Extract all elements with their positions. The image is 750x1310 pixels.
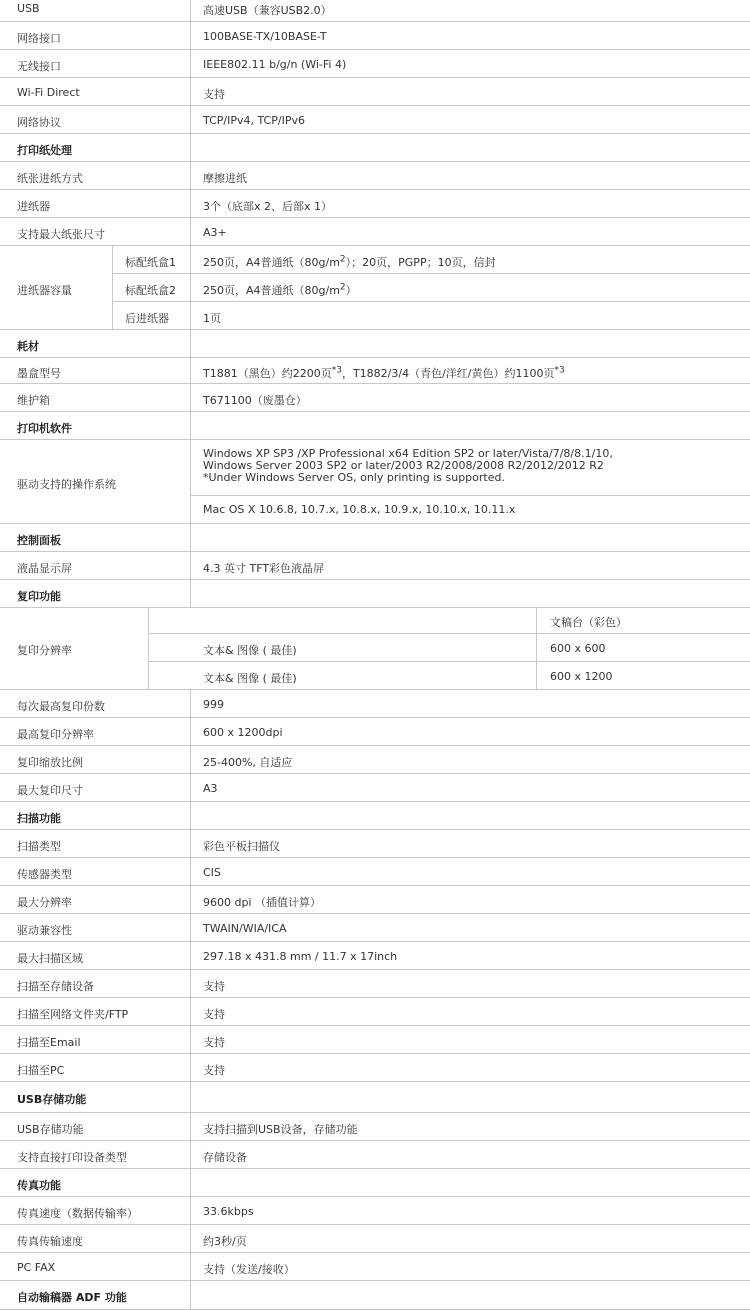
value-usb: 高速USB（兼容USB2.0） <box>203 4 332 17</box>
value-driver-compat: TWAIN/WIA/ICA <box>203 922 287 935</box>
value-wifi-direct: 支持 <box>203 88 225 101</box>
value-wireless-interface: IEEE802.11 b/g/n (Wi-Fi 4) <box>203 58 347 71</box>
label-paper-feed-method: 纸张进纸方式 <box>17 172 83 185</box>
section-control-panel <box>0 524 750 552</box>
row-wifi-direct <box>0 78 750 106</box>
copy-res-value-2: 600 x 1200 <box>550 670 613 683</box>
row-usb <box>0 0 750 22</box>
value-usb-storage: 支持扫描到USB设备，存储功能 <box>203 1123 358 1136</box>
label-rear-feeder: 后进纸器 <box>125 312 169 325</box>
label-maintenance-box: 维护箱 <box>17 394 50 407</box>
label-tray2: 标配纸盒2 <box>125 284 176 297</box>
value-ink-model: T1881（黑色）约2200页$^{*3}$，T1882/3/4（青色/洋红/黄色）约1100页$^{*3}$ <box>203 365 565 380</box>
row-wireless-interface <box>0 50 750 78</box>
label-driver-os: 驱动支持的操作系统 <box>17 478 116 491</box>
label-usb-storage: USB存储功能 <box>17 1123 84 1136</box>
value-scan-to-storage: 支持 <box>203 980 225 993</box>
row-pc-fax <box>0 1253 750 1281</box>
value-max-copy-res: 600 x 1200dpi <box>203 726 283 739</box>
row-network-protocol <box>0 106 750 134</box>
row-network-interface <box>0 22 750 50</box>
col-divider <box>190 690 191 802</box>
label-sensor-type: 传感器类型 <box>17 868 72 881</box>
row-maintenance-box <box>0 384 750 412</box>
row-scan-to-ftp <box>0 998 750 1026</box>
row-max-copies <box>0 690 750 718</box>
label-copy-resolution: 复印分辨率 <box>17 644 72 657</box>
section-title-software: 打印机软件 <box>17 422 72 435</box>
col-divider <box>190 552 191 580</box>
label-network-interface: 网络接口 <box>17 32 61 45</box>
label-fax-transfer: 传真传输速度 <box>17 1235 83 1248</box>
label-wireless-interface: 无线接口 <box>17 60 61 73</box>
value-lcd: 4.3 英寸 TFT彩色液晶屏 <box>203 562 325 575</box>
label-network-protocol: 网络协议 <box>17 116 61 129</box>
value-driver-os-windows <box>203 448 613 484</box>
section-title-consumables: 耗材 <box>17 340 39 353</box>
value-network-protocol: TCP/IPv4, TCP/IPv6 <box>203 114 305 127</box>
section-divider <box>190 412 191 439</box>
value-pc-fax: 支持（发送/接收） <box>203 1263 295 1276</box>
col-divider <box>148 608 149 690</box>
label-tray1: 标配纸盒1 <box>125 256 176 269</box>
sub-divider <box>148 661 750 662</box>
value-rear-feeder: 1页 <box>203 312 221 325</box>
row-max-copy-size <box>0 774 750 802</box>
value-max-copy-size: A3 <box>203 782 218 795</box>
section-divider <box>190 1082 191 1112</box>
section-divider <box>190 802 191 829</box>
label-feeders: 进纸器 <box>17 200 50 213</box>
section-title-copy: 复印功能 <box>17 590 61 603</box>
label-scan-to-email: 扫描至Email <box>17 1036 81 1049</box>
section-title-scan: 扫描功能 <box>17 812 61 825</box>
section-divider <box>190 524 191 551</box>
label-scan-to-ftp: 扫描至网络文件夹/FTP <box>17 1008 129 1021</box>
sub-divider <box>190 495 750 496</box>
section-software <box>0 412 750 440</box>
label-scan-to-pc: 扫描至PC <box>17 1064 65 1077</box>
label-driver-compat: 驱动兼容性 <box>17 924 72 937</box>
value-scan-type: 彩色平板扫描仪 <box>203 840 280 853</box>
col-divider <box>190 1197 191 1281</box>
section-usb-storage <box>0 1082 750 1113</box>
value-max-resolution: 9600 dpi （插值计算） <box>203 896 322 909</box>
section-paper-handling <box>0 134 750 162</box>
row-driver-os <box>0 440 750 524</box>
row-ink-model <box>0 358 750 384</box>
value-fax-speed: 33.6kbps <box>203 1205 254 1218</box>
section-title-control-panel: 控制面板 <box>17 534 61 547</box>
value-fax-transfer: 约3秒/页 <box>203 1235 247 1248</box>
label-scan-to-storage: 扫描至存储设备 <box>17 980 94 993</box>
row-direct-print <box>0 1141 750 1169</box>
col-divider <box>536 608 537 690</box>
section-divider <box>190 134 191 161</box>
value-scan-to-pc: 支持 <box>203 1064 225 1077</box>
label-direct-print: 支持直接打印设备类型 <box>17 1151 127 1164</box>
section-consumables <box>0 330 750 358</box>
row-max-copy-res <box>0 718 750 746</box>
col-divider <box>190 0 191 134</box>
row-fax-transfer <box>0 1225 750 1253</box>
col-divider <box>190 358 191 412</box>
value-direct-print: 存储设备 <box>203 1151 247 1164</box>
row-max-scan-area <box>0 942 750 970</box>
copy-resolution-header: 文稿台（彩色） <box>550 616 627 629</box>
windows-line: Windows Server 2003 SP2 or later/2003 R2/2008/2008 R2/2012/2012 R2 <box>203 459 604 472</box>
col-divider <box>112 246 113 330</box>
row-fax-speed <box>0 1197 750 1225</box>
windows-line: Windows XP SP3 /XP Professional x64 Edition SP2 or later/Vista/7/8/8.1/10, <box>203 447 613 460</box>
row-usb-storage <box>0 1113 750 1141</box>
label-feeder-capacity: 进纸器容量 <box>17 284 72 297</box>
copy-res-mode-2: 文本& 图像 ( 最佳) <box>203 672 297 685</box>
section-title-fax: 传真功能 <box>17 1179 61 1192</box>
value-max-paper-size: A3+ <box>203 226 227 239</box>
row-driver-compat <box>0 914 750 942</box>
value-copy-scale: 25-400%, 自适应 <box>203 756 293 769</box>
value-tray1: 250页，A4普通纸$(80g/m^2)$；20页，PGPP；10页，信封 <box>203 254 496 269</box>
section-adf <box>0 1281 750 1310</box>
label-lcd: 液晶显示屏 <box>17 562 72 575</box>
label-fax-speed: 传真速度（数据传输率） <box>17 1207 138 1220</box>
label-max-copy-size: 最大复印尺寸 <box>17 784 83 797</box>
section-divider <box>190 580 191 607</box>
label-pc-fax: PC FAX <box>17 1261 56 1274</box>
section-divider <box>190 330 191 357</box>
section-title-usb-storage: USB存储功能 <box>17 1093 87 1106</box>
row-copy-scale <box>0 746 750 774</box>
value-paper-feed-method: 摩擦进纸 <box>203 172 247 185</box>
label-max-resolution: 最大分辨率 <box>17 896 72 909</box>
sub-divider <box>148 633 750 634</box>
col-divider <box>190 440 191 524</box>
row-scan-to-email <box>0 1026 750 1054</box>
row-feeders <box>0 190 750 218</box>
row-copy-resolution <box>0 608 750 690</box>
row-sensor-type <box>0 858 750 886</box>
row-lcd <box>0 552 750 580</box>
row-scan-to-storage <box>0 970 750 998</box>
label-usb: USB <box>17 2 40 15</box>
row-scan-to-pc <box>0 1054 750 1082</box>
value-maintenance-box: T671100（废墨仓） <box>203 394 307 407</box>
label-copy-scale: 复印缩放比例 <box>17 756 83 769</box>
value-max-scan-area: 297.18 x 431.8 mm / 11.7 x 17inch <box>203 950 398 963</box>
windows-line: *Under Windows Server OS, only printing is supported. <box>203 471 505 484</box>
row-paper-feed-method <box>0 162 750 190</box>
section-scan <box>0 802 750 830</box>
label-max-copies: 每次最高复印份数 <box>17 700 105 713</box>
value-network-interface: 100BASE-TX/10BASE-T <box>203 30 327 43</box>
label-max-paper-size: 支持最大纸张尺寸 <box>17 228 105 241</box>
value-scan-to-email: 支持 <box>203 1036 225 1049</box>
section-divider <box>190 1169 191 1196</box>
section-copy <box>0 580 750 608</box>
row-max-resolution <box>0 886 750 914</box>
sub-divider <box>112 273 750 274</box>
section-title-paper: 打印纸处理 <box>17 144 72 157</box>
copy-res-value-1: 600 x 600 <box>550 642 606 655</box>
value-feeders: 3个（底部x 2、后部x 1） <box>203 200 333 213</box>
label-wifi-direct: Wi-Fi Direct <box>17 86 80 99</box>
sub-divider <box>112 301 750 302</box>
label-ink-model: 墨盒型号 <box>17 367 61 380</box>
copy-res-mode-1: 文本& 图像 ( 最佳) <box>203 644 297 657</box>
label-max-copy-res: 最高复印分辨率 <box>17 728 94 741</box>
row-scan-type <box>0 830 750 858</box>
col-divider <box>190 1113 191 1169</box>
value-tray2: 250页，A4普通纸$(80g/m^2)$ <box>203 282 357 297</box>
row-max-paper-size <box>0 218 750 246</box>
value-sensor-type: CIS <box>203 866 221 879</box>
value-max-copies: 999 <box>203 698 224 711</box>
section-title-adf: 自动输稿器 ADF 功能 <box>17 1291 127 1304</box>
section-divider <box>190 1281 191 1309</box>
col-divider <box>190 162 191 330</box>
col-divider <box>190 830 191 1082</box>
label-scan-type: 扫描类型 <box>17 840 61 853</box>
label-max-scan-area: 最大扫描区域 <box>17 952 83 965</box>
value-scan-to-ftp: 支持 <box>203 1008 225 1021</box>
section-fax <box>0 1169 750 1197</box>
value-driver-os-mac: Mac OS X 10.6.8, 10.7.x, 10.8.x, 10.9.x, 10.10.x, 10.11.x <box>203 503 516 516</box>
